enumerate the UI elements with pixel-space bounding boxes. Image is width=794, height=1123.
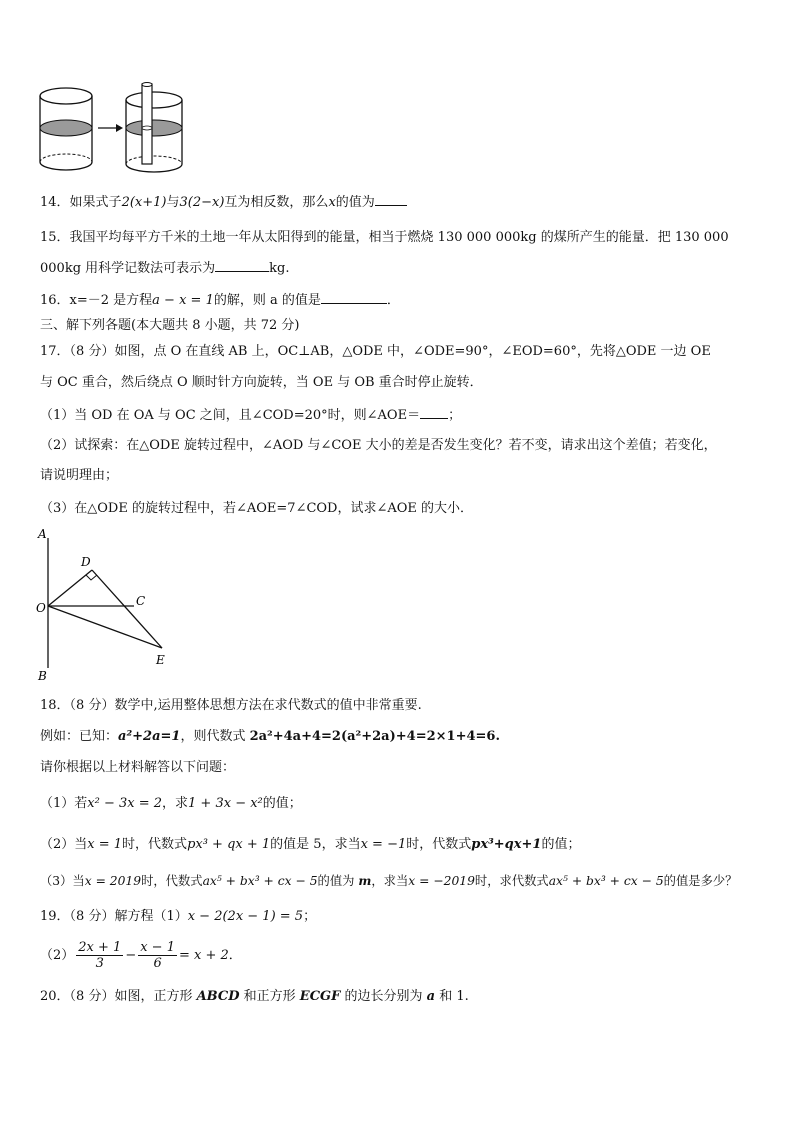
cylinder-figure	[36, 82, 186, 174]
q15-text-a: 000kg 用科学记数法可表示为	[40, 261, 216, 276]
q14-expr-1: 2(x+1)	[121, 195, 167, 210]
question-18-part-2	[40, 836, 580, 854]
q18-ex-text-a: 例如：已知：	[40, 729, 119, 744]
question-17-part-3: （3）在△ODE 的旋转过程中，若∠AOE=7∠COD，试求∠AOE 的大小．	[40, 501, 474, 516]
q20-text-1: 20．（8 分）如图，正方形	[40, 989, 197, 1004]
q18-p2-text-b: 时，代数式	[122, 837, 188, 852]
question-15-line-1: 15．我国平均每平方千米的土地一年从太阳得到的能量，相当于燃烧 130 000 000kg 的煤所产生的能量．把 130 000	[40, 230, 729, 245]
q18-p2-expr-2: px³ + qx + 1	[187, 837, 271, 852]
segment-de	[92, 570, 162, 648]
q19-fraction-2	[138, 940, 177, 971]
label-e: E	[156, 653, 165, 667]
q14-expr-2: 3(2−x)	[179, 195, 225, 210]
q14-number: 14．	[40, 195, 70, 210]
q18-ex-text-b: ，则代数式	[180, 729, 250, 744]
question-14	[40, 193, 407, 212]
q18-p3-m: m	[358, 873, 372, 888]
q18-p2-expr: x = 1	[87, 837, 123, 852]
q18-p3-expr-2: ax⁵ + bx³ + cx − 5	[202, 874, 318, 888]
question-18-part-3	[40, 872, 737, 890]
q16-text-2: 的解，则 a 的值是	[213, 293, 321, 308]
question-17-part-2-line-1: （2）试探索：在△ODE 旋转过程中，∠AOD 与∠COE 大小的差是否发生变化？若不变，请求出这个差值；若变化，	[40, 438, 717, 453]
q19-text-1: 19．（8 分）解方程（1）	[40, 909, 188, 924]
q20-text-4: 和 1.	[435, 989, 469, 1004]
segment-oe	[48, 606, 162, 648]
q14-answer-blank[interactable]	[375, 193, 407, 206]
q15-text-b: kg.	[269, 261, 290, 276]
question-17-line-1: 17．（8 分）如图，点 O 在直线 AB 上，OC⊥AB，△ODE 中，∠ODE=90°，∠EOD=60°，先将△ODE 一边 OE	[40, 344, 711, 359]
q17-p1-text-a: （1）当 OD 在 OA 与 OC 之间，且∠COD=20°时，则∠AOE＝	[40, 408, 421, 423]
q18-p3-expr-4: ax⁵ + bx³ + cx − 5	[548, 874, 664, 888]
q19-end: ．	[228, 948, 242, 963]
q19-fraction-1-denominator: 3	[95, 956, 104, 971]
question-18-example	[40, 728, 500, 746]
q16-equation: a − x = 1	[152, 293, 214, 308]
question-18-line-1: 18．（8 分）数学中,运用整体思想方法在求代数式的值中非常重要.	[40, 698, 422, 713]
q20-side-a: a	[426, 989, 436, 1004]
question-19-part-1	[40, 908, 316, 926]
section-heading: 三、解下列各题(本大题共 8 小题，共 72 分)	[40, 318, 300, 333]
q18-p2-text-d: 时，代数式	[406, 837, 472, 852]
q18-p3-text-d: ，求当	[371, 874, 409, 888]
q20-square-abcd: ABCD	[196, 989, 240, 1004]
q18-p3-text-f: 的值是多少？	[663, 874, 738, 888]
q18-p2-expr-3: x = −1	[360, 837, 407, 852]
angle-figure	[34, 526, 184, 686]
question-18-line-3: 请你根据以上材料解答以下问题：	[40, 760, 236, 775]
q17-p1-answer-blank[interactable]	[420, 406, 448, 419]
q14-text-1: 如果式子	[69, 195, 122, 210]
q18-p3-text-b: 时，代数式	[141, 874, 203, 888]
q18-p3-text-c: 的值为	[317, 874, 359, 888]
q14-text-2: 与	[166, 195, 180, 210]
q20-text-2: 和正方形	[239, 989, 300, 1004]
label-d: D	[81, 555, 91, 569]
q14-text-4: 的值为	[335, 195, 375, 210]
q18-p1-text-b: ，求	[162, 796, 189, 811]
question-17-part-2-line-2: 请说明理由；	[40, 468, 119, 483]
q18-p3-text-e: 时，求代数式	[474, 874, 549, 888]
q18-p1-text-a: （1）若	[40, 796, 88, 811]
q18-p1-expr: x² − 3x = 2	[87, 796, 163, 811]
q18-p2-text-a: （2）当	[40, 837, 88, 852]
label-b: B	[38, 669, 47, 683]
q18-p3-text-a: （3）当	[40, 874, 85, 888]
question-18-part-1	[40, 795, 302, 813]
q16-text-1: 16．x=－2 是方程	[40, 293, 153, 308]
q16-answer-blank[interactable]	[321, 291, 387, 304]
q16-text-3: ．	[386, 293, 400, 308]
q18-p2-expr-4: px³+qx+1	[471, 837, 542, 852]
q20-square-ecgf: ECGF	[299, 989, 341, 1004]
q19-fraction-1-numerator: 2x + 1	[78, 940, 122, 955]
q18-p3-expr: x = 2019	[84, 874, 142, 888]
q19-rhs: = x + 2	[178, 948, 229, 963]
q19-fraction-2-denominator: 6	[153, 956, 162, 971]
q19-equation-1: x − 2(2x − 1) = 5	[187, 909, 304, 924]
q19-part-2-label: （2）	[40, 948, 75, 963]
q14-var: x	[328, 195, 336, 210]
q17-p1-text-b: ；	[448, 408, 462, 423]
right-angle-mark	[86, 575, 97, 580]
q20-text-3: 的边长分别为	[340, 989, 427, 1004]
q18-p2-text-e: 的值；	[541, 837, 581, 852]
q15-answer-blank[interactable]	[215, 259, 269, 272]
segment-od	[48, 570, 92, 606]
q18-ex-condition: a²+2a=1	[118, 729, 181, 744]
question-15-line-2	[40, 259, 290, 278]
q19-text-2: ；	[303, 909, 317, 924]
question-16	[40, 291, 400, 310]
q19-fraction-2-numerator: x − 1	[140, 940, 175, 955]
question-17-part-1	[40, 406, 461, 425]
q19-fraction-1	[76, 940, 123, 971]
question-20	[40, 988, 469, 1006]
q18-p1-expr-2: 1 + 3x − x²	[188, 796, 263, 811]
label-a: A	[38, 527, 47, 541]
label-o: O	[36, 601, 46, 615]
q14-text-3: 互为相反数，那么	[224, 195, 329, 210]
q18-p1-text-c: 的值；	[262, 796, 302, 811]
q19-minus: −	[125, 948, 137, 963]
q18-p2-text-c: 的值是 5，求当	[270, 837, 361, 852]
question-17-line-2: 与 OC 重合，然后绕点 O 顺时针方向旋转，当 OE 与 OB 重合时停止旋转．	[40, 375, 483, 390]
q18-p3-expr-3: x = −2019	[408, 874, 475, 888]
q18-ex-derivation: 2a²+4a+4=2(a²+2a)+4=2×1+4=6.	[249, 729, 500, 744]
question-19-part-2	[40, 938, 242, 974]
label-c: C	[136, 594, 146, 608]
